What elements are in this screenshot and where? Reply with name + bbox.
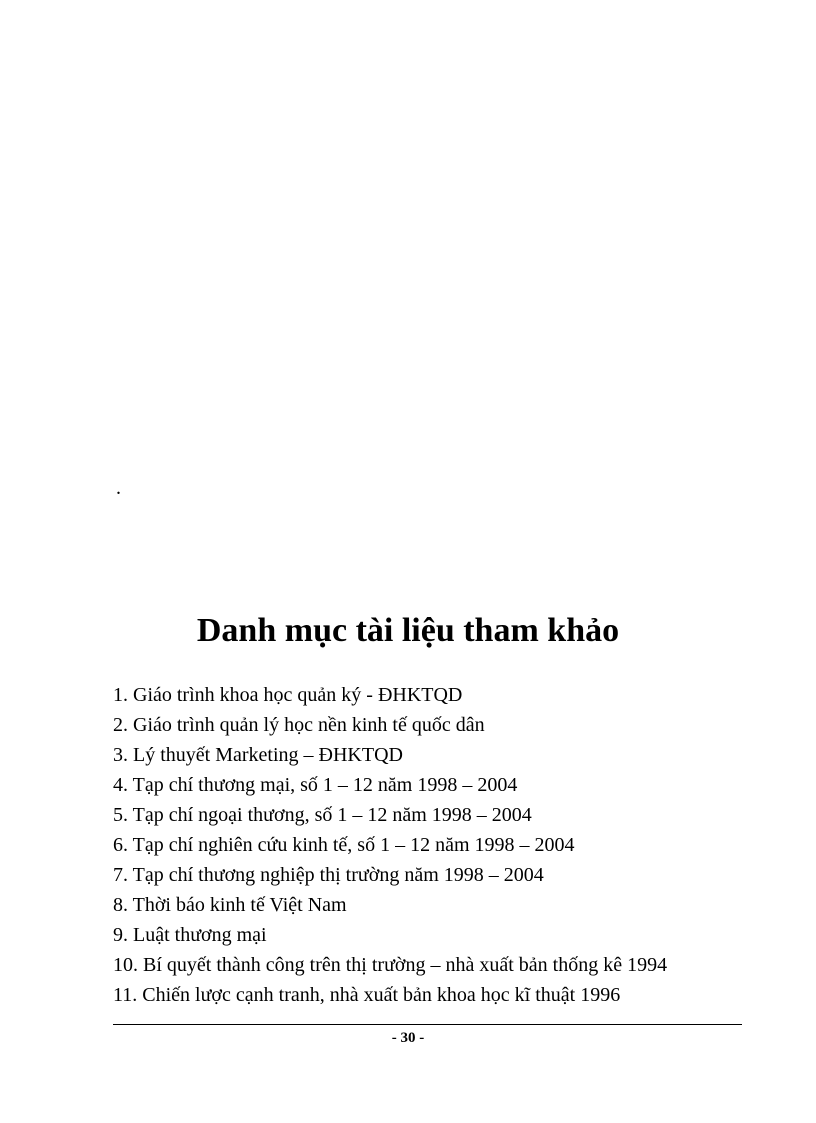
reference-list	[113, 680, 773, 1010]
reference-item: 5. Tạp chí ngoại thương, số 1 – 12 năm 1998 – 2004	[113, 804, 532, 826]
reference-item: 8. Thời báo kinh tế Việt Nam	[113, 894, 347, 916]
reference-item: 10. Bí quyết thành công trên thị trường – nhà xuất bản thống kê 1994	[113, 954, 668, 976]
page-title: Danh mục tài liệu tham khảo	[196, 612, 620, 649]
reference-item: 11. Chiến lược cạnh tranh, nhà xuất bản khoa học kĩ thuật 1996	[113, 984, 621, 1006]
page-number: - 30 -	[391, 1030, 425, 1046]
stray-dot: .	[116, 477, 121, 499]
reference-item: 4. Tạp chí thương mại, số 1 – 12 năm 1998 – 2004	[113, 774, 518, 796]
reference-item: 3. Lý thuyết Marketing – ĐHKTQD	[113, 744, 403, 766]
reference-item: 9. Luật thương mại	[113, 924, 267, 946]
reference-item: 1. Giáo trình khoa học quản ký - ĐHKTQD	[113, 684, 463, 706]
reference-item: 6. Tạp chí nghiên cứu kinh tế, số 1 – 12 năm 1998 – 2004	[113, 834, 575, 856]
reference-item: 7. Tạp chí thương nghiệp thị trường năm 1998 – 2004	[113, 864, 544, 886]
reference-item: 2. Giáo trình quản lý học nền kinh tế quốc dân	[113, 714, 485, 736]
footer-divider	[113, 1024, 742, 1025]
